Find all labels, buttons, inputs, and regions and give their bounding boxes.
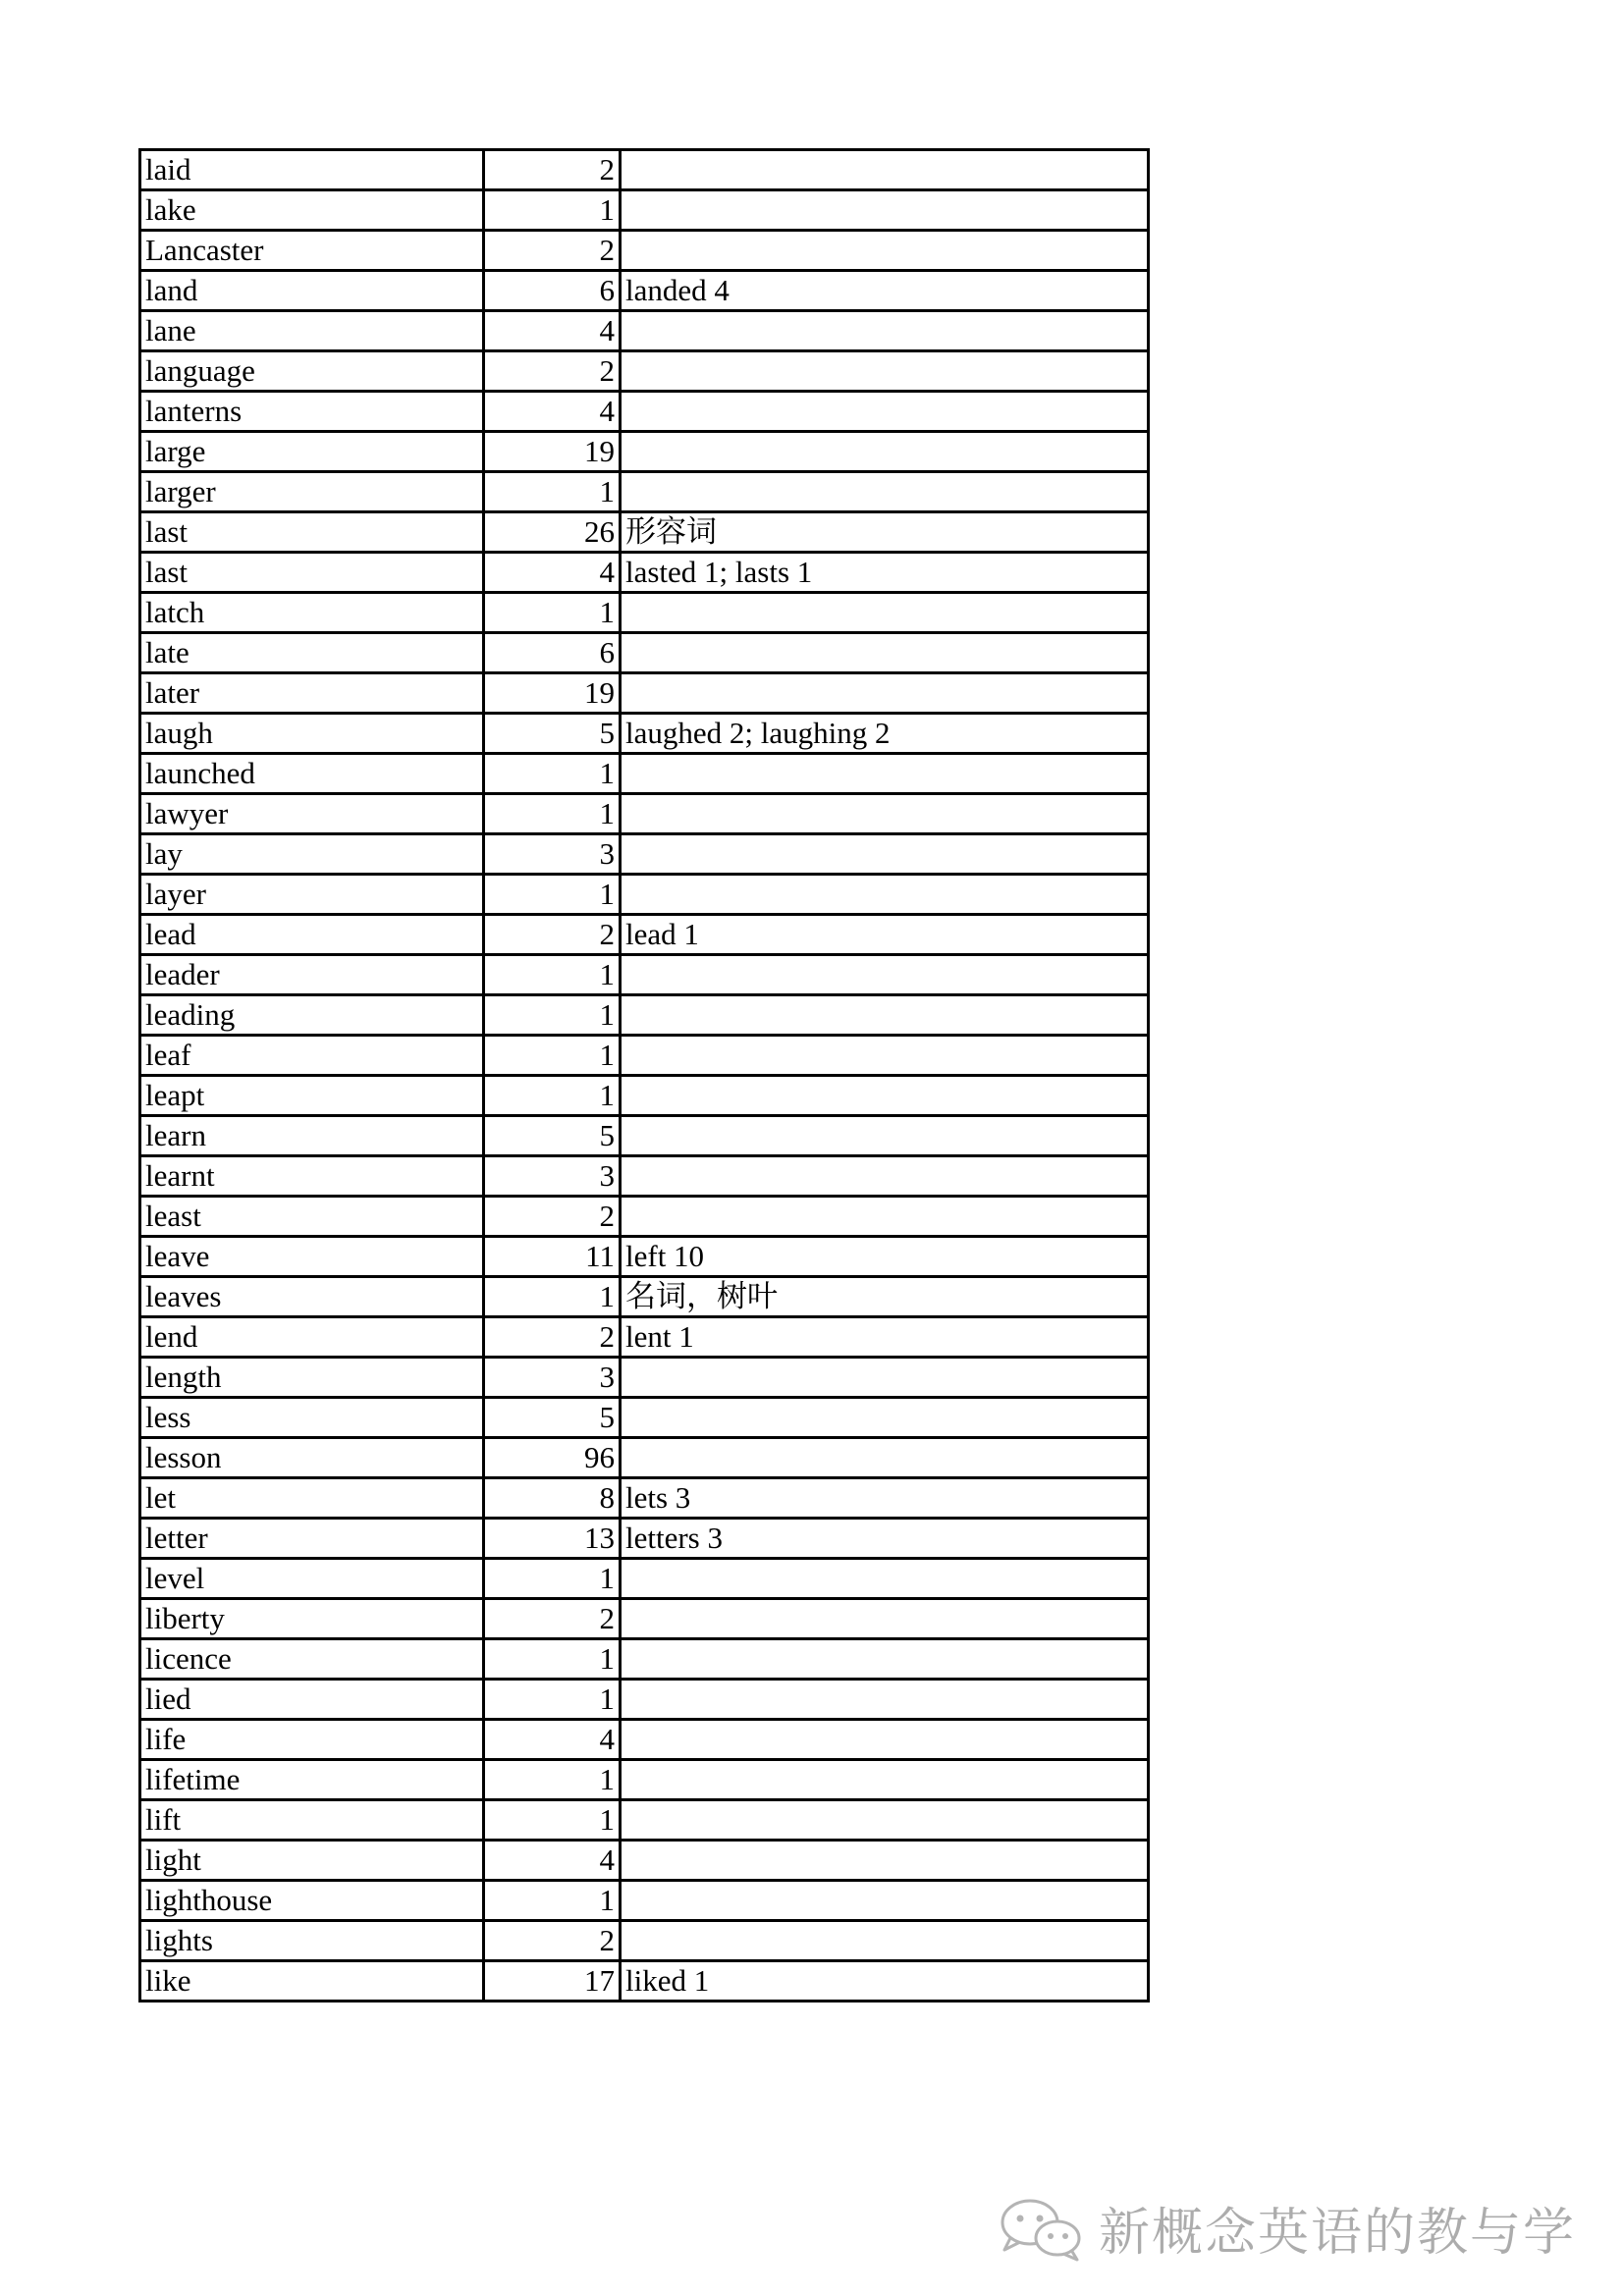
note-cell [621, 593, 1149, 633]
count-cell: 6 [484, 633, 621, 673]
count-cell: 13 [484, 1519, 621, 1559]
count-cell: 3 [484, 834, 621, 875]
word-cell: let [140, 1478, 484, 1519]
word-cell: like [140, 1961, 484, 2002]
note-cell [621, 1639, 1149, 1680]
word-cell: language [140, 351, 484, 392]
note-cell: 形容词 [621, 512, 1149, 553]
table-row [140, 1639, 1149, 1680]
note-cell [621, 875, 1149, 915]
count-cell: 1 [484, 955, 621, 995]
word-cell: lane [140, 311, 484, 351]
note-cell [621, 1760, 1149, 1800]
word-cell: larger [140, 472, 484, 512]
note-cell [621, 311, 1149, 351]
table-row [140, 1478, 1149, 1519]
count-cell: 2 [484, 150, 621, 190]
count-cell: 3 [484, 1156, 621, 1197]
note-cell [621, 231, 1149, 271]
note-cell [621, 432, 1149, 472]
count-cell: 1 [484, 190, 621, 231]
table-row [140, 1720, 1149, 1760]
note-cell: 名词，树叶 [621, 1277, 1149, 1317]
note-cell [621, 1559, 1149, 1599]
table-row [140, 834, 1149, 875]
word-cell: lake [140, 190, 484, 231]
note-cell [621, 1680, 1149, 1720]
note-cell [621, 1036, 1149, 1076]
table-row [140, 1599, 1149, 1639]
count-cell: 1 [484, 1036, 621, 1076]
table-row [140, 1921, 1149, 1961]
table-row [140, 1559, 1149, 1599]
table-row [140, 754, 1149, 794]
word-cell: lifetime [140, 1760, 484, 1800]
word-cell: lay [140, 834, 484, 875]
count-cell: 1 [484, 875, 621, 915]
table-row [140, 231, 1149, 271]
note-cell [621, 1197, 1149, 1237]
word-cell: later [140, 673, 484, 714]
word-cell: life [140, 1720, 484, 1760]
table-row [140, 432, 1149, 472]
count-cell: 2 [484, 351, 621, 392]
count-cell: 1 [484, 1076, 621, 1116]
table-row [140, 673, 1149, 714]
word-cell: leaves [140, 1277, 484, 1317]
word-cell: less [140, 1398, 484, 1438]
note-cell [621, 1881, 1149, 1921]
note-cell: lent 1 [621, 1317, 1149, 1358]
count-cell: 8 [484, 1478, 621, 1519]
word-cell: letter [140, 1519, 484, 1559]
note-cell [621, 1438, 1149, 1478]
count-cell: 5 [484, 1398, 621, 1438]
count-cell: 4 [484, 1720, 621, 1760]
word-cell: launched [140, 754, 484, 794]
count-cell: 5 [484, 1116, 621, 1156]
note-cell [621, 1156, 1149, 1197]
count-cell: 4 [484, 311, 621, 351]
watermark [997, 2191, 1576, 2265]
count-cell: 1 [484, 1881, 621, 1921]
word-cell: lawyer [140, 794, 484, 834]
note-cell: landed 4 [621, 271, 1149, 311]
table-row [140, 955, 1149, 995]
table-row [140, 875, 1149, 915]
count-cell: 2 [484, 915, 621, 955]
table-row [140, 1680, 1149, 1720]
count-cell: 4 [484, 392, 621, 432]
count-cell: 1 [484, 1760, 621, 1800]
word-cell: lighthouse [140, 1881, 484, 1921]
word-cell: lend [140, 1317, 484, 1358]
note-cell: laughed 2; laughing 2 [621, 714, 1149, 754]
table-row [140, 915, 1149, 955]
note-cell [621, 1358, 1149, 1398]
wechat-icon [997, 2193, 1087, 2264]
word-cell: last [140, 553, 484, 593]
count-cell: 11 [484, 1237, 621, 1277]
count-cell: 19 [484, 673, 621, 714]
table-row [140, 1398, 1149, 1438]
table-row [140, 1358, 1149, 1398]
count-cell: 1 [484, 1639, 621, 1680]
word-cell: leapt [140, 1076, 484, 1116]
table-row [140, 1116, 1149, 1156]
count-cell: 1 [484, 794, 621, 834]
table-row [140, 1519, 1149, 1559]
note-cell [621, 1841, 1149, 1881]
note-cell [621, 472, 1149, 512]
table-row [140, 472, 1149, 512]
word-cell: last [140, 512, 484, 553]
word-cell: lift [140, 1800, 484, 1841]
table-row [140, 593, 1149, 633]
count-cell: 17 [484, 1961, 621, 2002]
watermark-text: 新概念英语的教与学 [1099, 2204, 1577, 2263]
word-cell: lied [140, 1680, 484, 1720]
note-cell [621, 633, 1149, 673]
word-cell: laugh [140, 714, 484, 754]
word-cell: leader [140, 955, 484, 995]
word-cell: large [140, 432, 484, 472]
word-cell: length [140, 1358, 484, 1398]
count-cell: 4 [484, 553, 621, 593]
count-cell: 1 [484, 1559, 621, 1599]
table-row [140, 190, 1149, 231]
note-cell [621, 1720, 1149, 1760]
word-cell: lead [140, 915, 484, 955]
table-row [140, 1076, 1149, 1116]
note-cell [621, 995, 1149, 1036]
count-cell: 2 [484, 1317, 621, 1358]
count-cell: 1 [484, 593, 621, 633]
word-cell: level [140, 1559, 484, 1599]
note-cell: liked 1 [621, 1961, 1149, 2002]
count-cell: 1 [484, 1800, 621, 1841]
word-cell: least [140, 1197, 484, 1237]
table-row [140, 351, 1149, 392]
word-cell: leave [140, 1237, 484, 1277]
table-row [140, 1237, 1149, 1277]
table-row [140, 714, 1149, 754]
table-body [140, 150, 1149, 2002]
note-cell [621, 150, 1149, 190]
table-row [140, 633, 1149, 673]
note-cell [621, 1076, 1149, 1116]
count-cell: 96 [484, 1438, 621, 1478]
count-cell: 1 [484, 754, 621, 794]
note-cell: left 10 [621, 1237, 1149, 1277]
note-cell [621, 392, 1149, 432]
note-cell [621, 754, 1149, 794]
word-cell: learn [140, 1116, 484, 1156]
count-cell: 2 [484, 1197, 621, 1237]
table-row [140, 512, 1149, 553]
table-row [140, 995, 1149, 1036]
note-cell [621, 1921, 1149, 1961]
table-row [140, 1036, 1149, 1076]
note-cell: lead 1 [621, 915, 1149, 955]
note-cell [621, 1398, 1149, 1438]
word-cell: leading [140, 995, 484, 1036]
word-cell: leaf [140, 1036, 484, 1076]
vocabulary-table [138, 148, 1150, 2002]
word-cell: lanterns [140, 392, 484, 432]
table-row [140, 1961, 1149, 2002]
note-cell: lasted 1; lasts 1 [621, 553, 1149, 593]
word-cell: light [140, 1841, 484, 1881]
count-cell: 2 [484, 231, 621, 271]
count-cell: 26 [484, 512, 621, 553]
word-cell: laid [140, 150, 484, 190]
table-row [140, 271, 1149, 311]
count-cell: 1 [484, 472, 621, 512]
word-cell: latch [140, 593, 484, 633]
table-row [140, 1438, 1149, 1478]
count-cell: 1 [484, 1277, 621, 1317]
table-row [140, 1841, 1149, 1881]
count-cell: 3 [484, 1358, 621, 1398]
table-row [140, 1760, 1149, 1800]
count-cell: 5 [484, 714, 621, 754]
table-row [140, 553, 1149, 593]
count-cell: 1 [484, 995, 621, 1036]
count-cell: 2 [484, 1599, 621, 1639]
table-row [140, 1881, 1149, 1921]
note-cell: letters 3 [621, 1519, 1149, 1559]
table-row [140, 311, 1149, 351]
word-cell: lights [140, 1921, 484, 1961]
word-cell: liberty [140, 1599, 484, 1639]
note-cell [621, 351, 1149, 392]
count-cell: 2 [484, 1921, 621, 1961]
table-row [140, 392, 1149, 432]
note-cell [621, 834, 1149, 875]
table-row [140, 1800, 1149, 1841]
table-row [140, 1197, 1149, 1237]
note-cell [621, 794, 1149, 834]
note-cell [621, 1800, 1149, 1841]
word-cell: layer [140, 875, 484, 915]
count-cell: 1 [484, 1680, 621, 1720]
word-cell: learnt [140, 1156, 484, 1197]
note-cell: lets 3 [621, 1478, 1149, 1519]
table-row [140, 1277, 1149, 1317]
table-row [140, 150, 1149, 190]
word-cell: land [140, 271, 484, 311]
table-row [140, 1317, 1149, 1358]
table-row [140, 1156, 1149, 1197]
count-cell: 19 [484, 432, 621, 472]
word-cell: lesson [140, 1438, 484, 1478]
note-cell [621, 673, 1149, 714]
note-cell [621, 190, 1149, 231]
word-cell: Lancaster [140, 231, 484, 271]
note-cell [621, 1116, 1149, 1156]
note-cell [621, 1599, 1149, 1639]
table-row [140, 794, 1149, 834]
count-cell: 4 [484, 1841, 621, 1881]
count-cell: 6 [484, 271, 621, 311]
word-cell: licence [140, 1639, 484, 1680]
note-cell [621, 955, 1149, 995]
word-cell: late [140, 633, 484, 673]
